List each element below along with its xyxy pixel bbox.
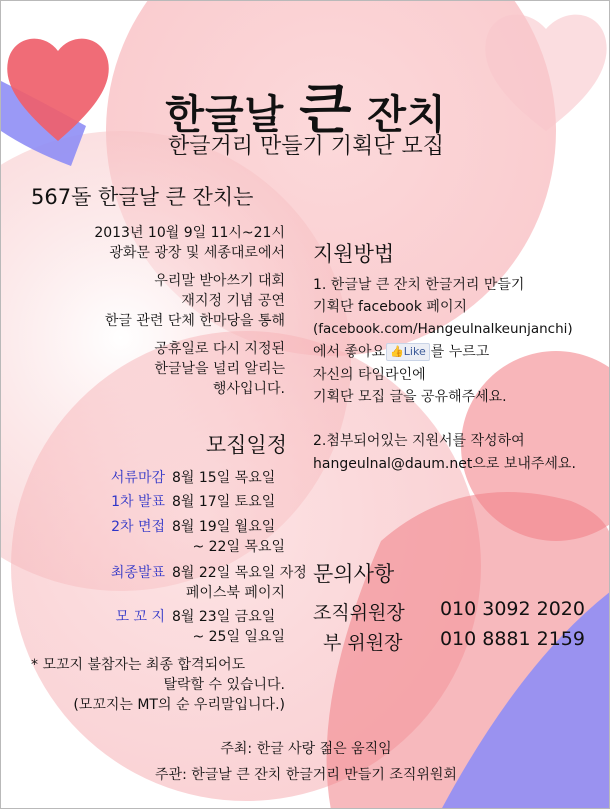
apply-line: 를 누르고 [430, 344, 490, 360]
main-title: 한글날 큰 잔치 [165, 78, 447, 141]
thumbs-up-icon: 👍 [390, 345, 404, 358]
apply-heading: 지원방법 [313, 242, 395, 266]
apply-link[interactable]: (facebook.com/Hangeulnalkeunjanchi) [313, 321, 573, 337]
schedule-date: 8월 19일 월요일 [172, 519, 276, 535]
contact-role: 조직위원장 [313, 602, 405, 624]
apply-like-line [313, 342, 489, 362]
apply-line: 에서 좋아요 [313, 344, 386, 360]
schedule-label: 최종발표 [110, 565, 165, 581]
footer-organizer: 주관: 한글날 큰 잔치 한글거리 만들기 조직위원회 [155, 767, 457, 783]
apply-email[interactable]: hangeulnal@daum.net으로 보내주세요. [313, 456, 576, 472]
intro-line: 한글날을 널리 알리는 [154, 361, 285, 377]
schedule-label: 서류마감 [110, 470, 165, 486]
schedule-date-cont: 페이스북 페이지 [185, 585, 285, 601]
schedule-date: 8월 23일 금요일 [172, 609, 276, 625]
subtitle: 한글거리 만들기 기획단 모집 [167, 134, 444, 159]
like-button[interactable] [386, 343, 430, 361]
intro-line: 우리말 받아쓰기 대회 [154, 273, 285, 289]
apply-line: 기획단 모집 글을 공유해주세요. [313, 389, 507, 405]
schedule-note: 탈락할 수 있습니다. [163, 677, 285, 693]
schedule-date: 8월 15일 목요일 [172, 470, 276, 486]
apply-line: 1. 한글날 큰 잔치 한글거리 만들기 [313, 277, 525, 293]
schedule-date-cont: ~ 22일 목요일 [192, 539, 285, 555]
apply-line: 2.첨부되어있는 지원서를 작성하여 [313, 433, 525, 449]
schedule-label: 모 꼬 지 [115, 609, 165, 625]
intro-line: 2013년 10월 9일 11시~21시 [94, 225, 285, 241]
contact-phone: 010 8881 2159 [439, 628, 585, 650]
intro-line: 공휴일로 다시 지정된 [154, 341, 285, 357]
like-label: Like [403, 345, 426, 358]
schedule-date: 8월 22일 목요일 자정 [172, 565, 307, 581]
schedule-label: 2차 면접 [111, 519, 165, 535]
intro-line: 한글 관련 단체 한마당을 통해 [104, 313, 285, 329]
schedule-label: 1차 발표 [111, 494, 165, 510]
apply-line: 자신의 타임라인에 [313, 367, 426, 383]
intro-line: 재지정 기념 공연 [181, 293, 285, 309]
schedule-note: (모꼬지는 MT의 순 우리말입니다.) [73, 697, 285, 713]
contact-heading: 문의사항 [313, 562, 395, 586]
intro-heading: 567돌 한글날 큰 잔치는 [31, 185, 254, 209]
schedule-heading: 모집일정 [205, 433, 287, 457]
intro-line: 행사입니다. [212, 381, 285, 397]
apply-line: 기획단 facebook 페이지 [313, 299, 467, 315]
footer-host: 주최: 한글 사랑 젊은 움직임 [220, 741, 392, 757]
schedule-note: * 모꼬지 불참자는 최종 합격되어도 [31, 657, 246, 673]
contact-role: 부 위원장 [323, 632, 403, 654]
schedule-date-cont: ~ 25일 일요일 [192, 629, 285, 645]
schedule-date: 8월 17일 토요일 [172, 494, 276, 510]
contact-phone: 010 3092 2020 [439, 598, 585, 620]
intro-line: 광화문 광장 및 세종대로에서 [109, 245, 285, 261]
